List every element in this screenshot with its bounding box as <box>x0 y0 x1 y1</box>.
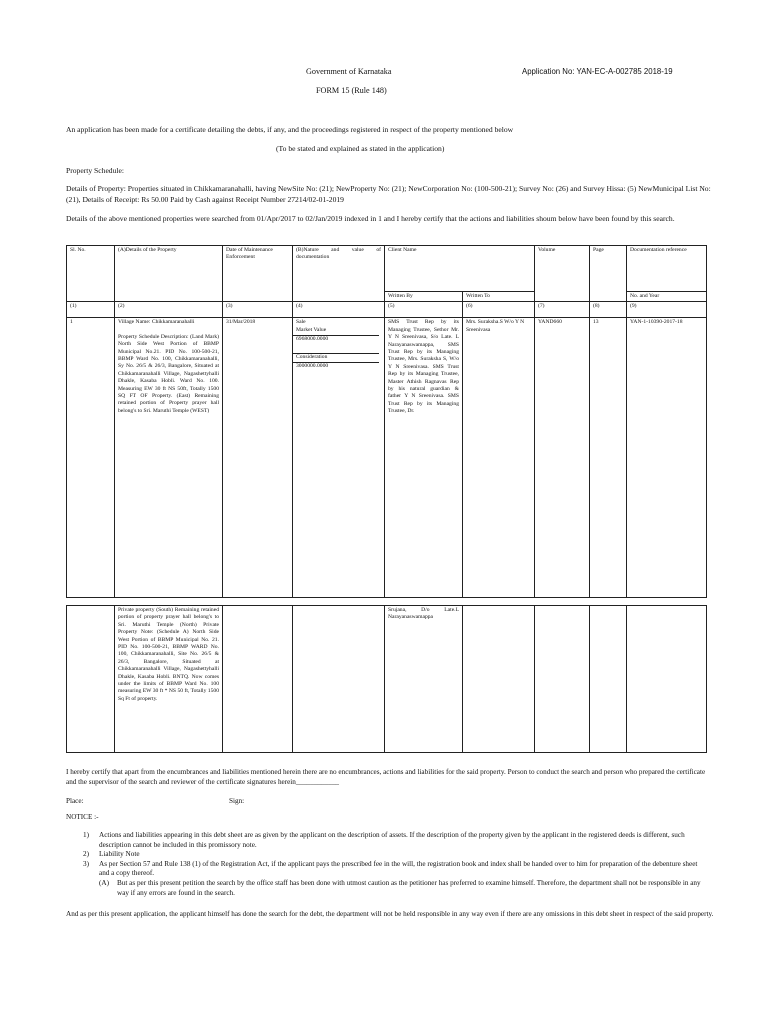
notice-item-a <box>99 879 705 898</box>
col-number: (5) <box>385 302 463 318</box>
nature-type: Sale <box>296 319 306 326</box>
intro-line: An application has been made for a certificate detailing the debts, if any, and the proceedings registered in respect of the property mentioned below <box>66 125 514 134</box>
intro-subline: (To be stated and explained as stated in the application) <box>276 144 445 153</box>
property-schedule-label: Property Schedule: <box>66 166 124 175</box>
property-details: Details of Property: Properties situated in Chikkamaranahalli, having NewSite No: (21); NewProperty No: (21); NewCorporation No: (100-500-21); Survey No: (26) and Survey Hissa: (5) NewMunicipal List No: (21), Details of Receipt: Rs 50.00 Paid by Cash against Receipt Number 27214/02-01-2019 <box>66 184 711 204</box>
row-page: 13 <box>590 318 627 598</box>
header-nature: (B)Nature and value of documentation <box>293 246 385 302</box>
cont-sl <box>67 606 115 753</box>
notice-text: But as per this present petition the search by the office staff has been done with utmost caution as the petitioner has preferred to examine himself. Therefore, the department shall not be responsible in any way if any errors are found in the search. <box>117 878 701 897</box>
col-number: (8) <box>590 302 627 318</box>
cont-docref <box>627 606 707 753</box>
consideration-value: 3000000.0000 <box>293 362 379 370</box>
notice-text: Liability Note <box>99 850 140 859</box>
place-label: Place: <box>66 797 84 805</box>
row-volume: YAND660 <box>535 318 590 598</box>
notice-item-2 <box>83 850 705 860</box>
col-number: (1) <box>67 302 115 318</box>
notice-number: 2) <box>83 850 89 859</box>
certification-text: I hereby certify that apart from the encumbrances and liabilities mentioned herein there are no encumbrances, actions and liabilities for the said property. Person to conduct the search and person who prepared the certificate and the supervisor of the search and reviewer of the certificate signatures herein____________ <box>66 768 706 786</box>
header-volume: Volume <box>535 246 590 302</box>
property-description: Property Schedule Description: (Land Mark) North Side West Portion of BBMP Municipal No.21. PID No. 100-500-21, BBMP Ward No. 100, Chikkamaranahalli, Sy No. 26/5 & 26/3, Bangalore, Situated at Chikkamaranahalli Village, Nagashettyhalli Dhakle, Kasaba Hobli. Ward No. 100. Measuring EW 30 ft NS 50ft, Totally 1500 SQ FT OF Property. (East) Remaining retained portion of Property prayer hall belong's to Sri. Maruthi Temple (WEST) <box>118 333 219 414</box>
col-number: (4) <box>293 302 385 318</box>
cont-written-by: Srujana, D/o Late.L Narayanaswamappa <box>385 606 463 753</box>
form-number: FORM 15 (Rule 148) <box>316 86 387 95</box>
final-statement: And as per this present application, the applicant himself has done the search for the debt, the department will not be held responsible in any way even if there are any omissions in this debt sheet in respect of the said property. <box>66 910 714 918</box>
header-client: Client Name <box>385 246 535 292</box>
cont-date <box>223 606 293 753</box>
header-written-to: Written To <box>463 292 535 302</box>
cont-property: Private property (South) Remaining retained portion of property prayer hall belong's to Sri. Maruthi Temple (North) Private Property Note: (Schedule A) North Side West Portion of BBMP Municipal No. 21. PID No. 100-500-21, BBMP WARD No. 100, Chikkamaranahalli, Site No. 26/5 & 26/3, Bangalore, Situated at Chikkamaranahalli Village, Nagashettyhalli Dhakle, Kasaba Hobli. BNTQ. Now comes under the limits of BBMP Ward No. 100 measuring EW 30 ft * NS 50 ft, Totally 1500 Sq Ft of property. <box>115 606 223 753</box>
notice-text: Actions and liabilities appearing in this debt sheet are as given by the applicant on the description of assets. If the description of the property given by the applicant in the registered deeds is different, such description cannot be included in this promissory note. <box>99 831 685 849</box>
table-row <box>67 606 707 753</box>
row-docref: YAN-1-10390-2017-18 <box>627 318 707 598</box>
search-details: Details of the above mentioned properties were searched from 01/Apr/2017 to 02/Jan/2019 indexed in 1 and I hereby certify that the actions and liabilities shoum below have been found by this search. <box>66 214 675 223</box>
notice-number: 1) <box>83 831 89 839</box>
col-number: (6) <box>463 302 535 318</box>
notice-item-1 <box>83 831 705 850</box>
header-date: Date of Maintenance Enforcement <box>223 246 293 302</box>
notice-number: (A) <box>99 878 109 887</box>
market-value: 6968000.0000 <box>293 335 379 343</box>
row-sl: 1 <box>67 318 115 598</box>
notice-text: As per Section 57 and Rule 138 (1) of the Registration Act, if the applicant pays the prescribed fee in the will, the registration book and index shall be handed over to him for preparation of the debenture sheet and a copy thereof. <box>99 859 698 878</box>
header-docref: Documentation reference <box>627 246 707 292</box>
col-number: (2) <box>115 302 223 318</box>
encumbrance-table <box>66 245 707 598</box>
notice-list <box>83 831 705 898</box>
header-page: Page <box>590 246 627 302</box>
market-value-label: Market Value <box>296 326 327 333</box>
row-written-by: SMS Trust Rep by its Managing Trustee, Sethor Mr. Y N Sreenivasa, S/o Late. L Narayanaswamappa, SMS Trust Rep by its Managing Trustee, Mrs. Suraksha S, W/o Y N Sreenivasa. SMS Trust Rep by its Managing Trustee, Master Athish Ragnavas Rep by his natural guardian & father Y N Sreenivasa. SMS Trust Rep by its Managing Trustee, Dr. <box>385 318 463 598</box>
cont-page <box>590 606 627 753</box>
consideration-label: Consideration <box>293 353 379 361</box>
col-number: (9) <box>627 302 707 318</box>
col-number: (3) <box>223 302 293 318</box>
cont-volume <box>535 606 590 753</box>
table-row <box>67 318 707 598</box>
row-written-to: Mrs. Suraksha.S W/o Y N Sreenivasa <box>463 318 535 598</box>
application-number: Application No: YAN-EC-A-002785 2018-19 <box>522 67 673 76</box>
col-number: (7) <box>535 302 590 318</box>
row-nature <box>293 318 385 598</box>
row-date: 31/Mar/2018 <box>223 318 293 598</box>
village-name: Village Name: Chikkamaranahalli <box>118 319 195 326</box>
header-sl: Sl. No. <box>67 246 115 302</box>
government-title: Government of Karnataka <box>306 67 392 76</box>
notice-title: NOTICE :- <box>66 813 99 821</box>
row-property <box>115 318 223 598</box>
sign-label: Sign: <box>229 797 245 805</box>
continuation-table <box>66 605 707 753</box>
header-property: (A)Details of the Property <box>115 246 223 302</box>
cont-nature <box>293 606 385 753</box>
header-written-by: Written By <box>385 292 463 302</box>
cont-written-to <box>463 606 535 753</box>
notice-item-3 <box>83 859 705 879</box>
notice-number: 3) <box>83 859 89 868</box>
header-no-year: No. and Year <box>627 292 707 302</box>
